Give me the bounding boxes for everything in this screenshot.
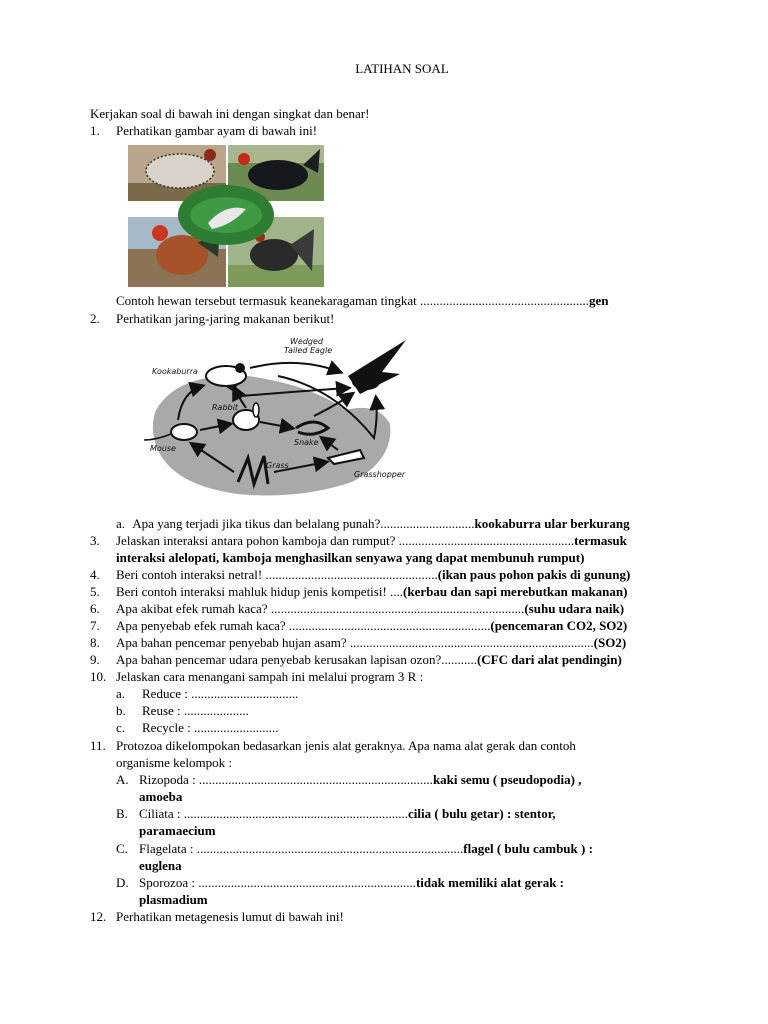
label-grass: Grass xyxy=(266,461,289,470)
q10-number: 10. xyxy=(90,669,107,684)
q1-answer-prompt: Contoh hewan tersebut termasuk keanekaragaman tingkat .................................................... xyxy=(116,293,589,308)
q6-number: 6. xyxy=(90,601,100,616)
q1-text: Perhatikan gambar ayam di bawah ini! xyxy=(116,123,318,138)
q11-text-1: Protozoa dikelompokan bedasarkan jenis alat geraknya. Apa nama alat gerak dan contoh xyxy=(116,738,576,753)
q11-item-label: B. xyxy=(116,806,128,821)
q11-item-text: Sporozoa : ................................................................... xyxy=(139,875,416,890)
q1-answer-line xyxy=(116,293,608,309)
q10-item-label: c. xyxy=(116,720,126,735)
q10-text: Jelaskan cara menangani sampah ini melalui program 3 R : xyxy=(116,669,424,684)
q11-item-text: Flagelata : .................................................................................. xyxy=(139,841,464,856)
q10-item-text: Recycle : .......................... xyxy=(142,720,279,735)
q10-item-text: Reduce : ................................. xyxy=(142,686,299,701)
q5-number: 5. xyxy=(90,584,100,599)
q11-number: 11. xyxy=(90,738,106,753)
label-eagle-2: Tailed Eagle xyxy=(284,346,333,355)
q2a-line xyxy=(116,516,630,532)
chicken-collage-image xyxy=(128,145,324,287)
q2-number: 2. xyxy=(90,311,100,326)
label-kookaburra: Kookaburra xyxy=(152,367,198,376)
q3-text: Jelaskan interaksi antara pohon kamboja dan rumput? ...................................................... xyxy=(116,533,575,548)
q11-item-line xyxy=(139,875,564,891)
q11-item-line xyxy=(139,841,593,857)
q11-item-answer-2: plasmadium xyxy=(139,892,208,907)
q10-item-label: a. xyxy=(116,686,126,701)
q3-number: 3. xyxy=(90,533,100,548)
q9-text: Apa bahan pencemar udara penyebab kerusakan lapisan ozon?........... xyxy=(116,652,477,667)
q11-text-2: organisme kelompok : xyxy=(116,755,233,770)
label-rabbit: Rabbit xyxy=(212,403,238,412)
q11-item-label: C. xyxy=(116,841,128,856)
q3-answer-1: termasuk xyxy=(574,533,627,548)
label-snake: Snake xyxy=(294,438,319,447)
q8-answer: (SO2) xyxy=(593,635,627,650)
q9-answer: (CFC dari alat pendingin) xyxy=(476,652,622,667)
q11-item-label: A. xyxy=(116,772,129,787)
q3-answer-2: interaksi alelopati, kamboja menghasilkan senyawa yang dapat membunuh rumput) xyxy=(116,550,585,565)
q9-number: 9. xyxy=(90,652,100,667)
page-title: LATIHAN SOAL xyxy=(355,61,449,76)
q8-text: Apa bahan pencemar penyebab hujan asam? ........................................................................... xyxy=(116,635,594,650)
q10-item-label: b. xyxy=(116,703,126,718)
q10-item-text: Reuse : .................... xyxy=(142,703,249,718)
label-eagle-1: Wedged xyxy=(290,337,323,346)
q7-line xyxy=(116,618,627,634)
q6-answer: (suhu udara naik) xyxy=(524,601,625,616)
q5-line xyxy=(116,584,627,600)
q11-item-line xyxy=(139,772,581,788)
q12-number: 12. xyxy=(90,909,107,924)
q5-answer: (kerbau dan sapi merebutkan makanan) xyxy=(403,584,628,599)
q11-item-answer-1: flagel ( bulu cambuk ) : xyxy=(463,841,593,856)
q6-text: Apa akibat efek rumah kaca? .............................................................................. xyxy=(116,601,525,616)
q7-number: 7. xyxy=(90,618,100,633)
q11-item-label: D. xyxy=(116,875,129,890)
q11-item-answer-2: amoeba xyxy=(139,789,183,804)
q9-line xyxy=(116,652,622,668)
q12-text: Perhatikan metagenesis lumut di bawah ini! xyxy=(116,909,344,924)
q7-answer: (pencemaran CO2, SO2) xyxy=(490,618,628,633)
q11-item-answer-2: euglena xyxy=(139,858,182,873)
q2a-answer: kookaburra ular berkurang xyxy=(474,516,630,531)
q4-answer: (ikan paus pohon pakis di gunung) xyxy=(437,567,631,582)
instruction: Kerjakan soal di bawah ini dengan singkat dan benar! xyxy=(90,106,370,121)
q5-text: Beri contoh interaksi mahluk hidup jenis kompetisi! .... xyxy=(116,584,404,599)
q11-item-answer-1: tidak memiliki alat gerak : xyxy=(415,875,565,890)
q11-item-text: Rizopoda : ........................................................................ xyxy=(139,772,433,787)
q11-item-answer-1: cilia ( bulu getar) : stentor, xyxy=(408,806,556,821)
q1-answer: gen xyxy=(588,293,609,308)
q8-number: 8. xyxy=(90,635,100,650)
label-grasshopper: Grasshopper xyxy=(354,470,406,479)
q2-text: Perhatikan jaring-jaring makanan berikut! xyxy=(116,311,335,326)
label-mouse: Mouse xyxy=(150,444,176,453)
q2a-label: a. xyxy=(116,516,126,531)
q4-number: 4. xyxy=(90,567,100,582)
q11-item-text: Ciliata : ..................................................................... xyxy=(139,806,409,821)
food-web-diagram xyxy=(138,332,418,500)
q7-text: Apa penyebab efek rumah kaca? .............................................................. xyxy=(116,618,491,633)
q4-text: Beri contoh interaksi netral! ..................................................... xyxy=(116,567,438,582)
q2a-text: Apa yang terjadi jika tikus dan belalang punah?............................. xyxy=(132,516,475,531)
q11-item-answer-1: kaki semu ( pseudopodia) , xyxy=(432,772,582,787)
q11-item-answer-2: paramaecium xyxy=(139,823,216,838)
q4-line xyxy=(116,567,630,583)
q3-line1 xyxy=(116,533,627,549)
q8-line xyxy=(116,635,626,651)
q11-item-line xyxy=(139,806,556,822)
q1-number: 1. xyxy=(90,123,100,138)
q6-line xyxy=(116,601,624,617)
